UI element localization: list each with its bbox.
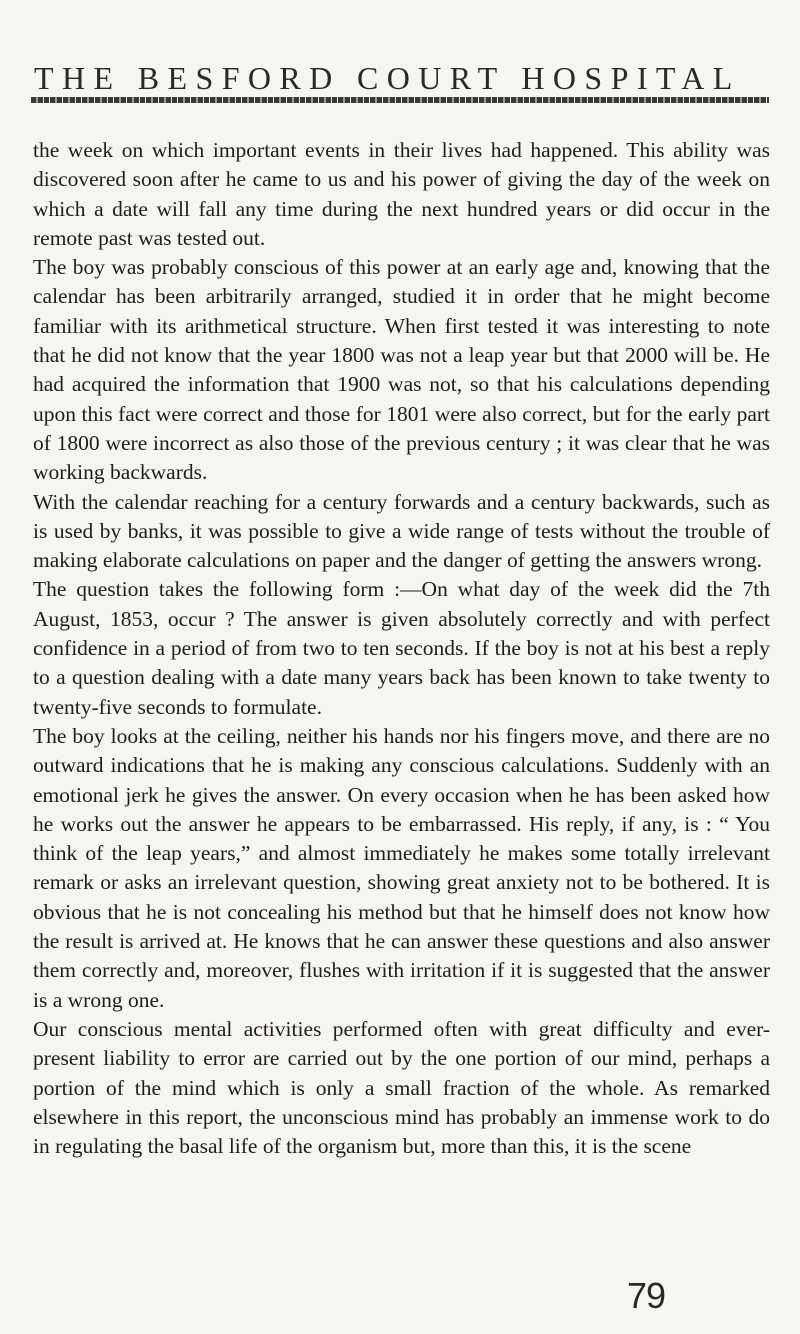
paragraph: The question takes the following form :—On what day of the week did the 7th August, 1853, occur ? The answer is given absolutely correctly and with perfect confidence in a period of from two to ten seconds. If the boy is not at his best a reply to a question dealing with a date many years back has been known to take twenty to twenty-five seconds to formulate. <box>33 577 770 719</box>
page-number: 79 <box>626 1275 666 1316</box>
paragraph: The boy looks at the ceiling, neither his hands nor his fingers move, and there are no outward indications that he is making any conscious calculations. Suddenly with an emotional jerk he gives the answer. On every occasion when he has been asked how he works out the answer he appears to be embarrassed. His reply, if any, is : “ You think of the leap years,” and almost immediately he makes some totally irrelevant remark or asks an irrelevant question, showing great anxiety not to be bothered. It is obvious that he is not concealing his method but that he himself does not know how the result is arrived at. He knows that he can answer these questions and also answer them correctly and, moreover, flushes with irritation if it is suggested that the answer is a wrong one. <box>33 723 770 1012</box>
running-head: THE BESFORD COURT HOSPITAL <box>34 60 741 96</box>
paragraph: With the calendar reaching for a century forwards and a century backwards, such as is used by banks, it was possible to give a wide range of tests without the trouble of making elaborate calculations on paper and the danger of getting the answers wrong. <box>33 489 770 573</box>
paragraph: Our conscious mental activities performed often with great difficulty and ever-present liability to error are carried out by the one portion of our mind, perhaps a portion of the mind which is only a small fraction of the whole. As remarked elsewhere in this report, the unconscious mind has probably an immense work to do in regulating the basal life of the organism but, more than this, it is the scene <box>33 1016 770 1159</box>
paragraph: the week on which important events in their lives had happened. This ability was discovered soon after he came to us and his power of giving the day of the week on which a date will fall any time during the next hundred years or did occur in the remote past was tested out. <box>33 138 770 250</box>
body-text <box>33 136 770 1161</box>
ornamental-rule <box>31 97 769 103</box>
paragraph: The boy was probably conscious of this power at an early age and, knowing that the calendar has been arbitrarily arranged, studied it in order that he might become familiar with its arithmetical structure. When first tested it was interesting to note that he did not know that the year 1800 was not a leap year but that 2000 will be. He had acquired the information that 1900 was not, so that his calculations depending upon this fact were correct and those for 1801 were also correct, but for the early part of 1800 were incorrect as also those of the previous century ; it was clear that he was working backwards. <box>33 255 770 485</box>
